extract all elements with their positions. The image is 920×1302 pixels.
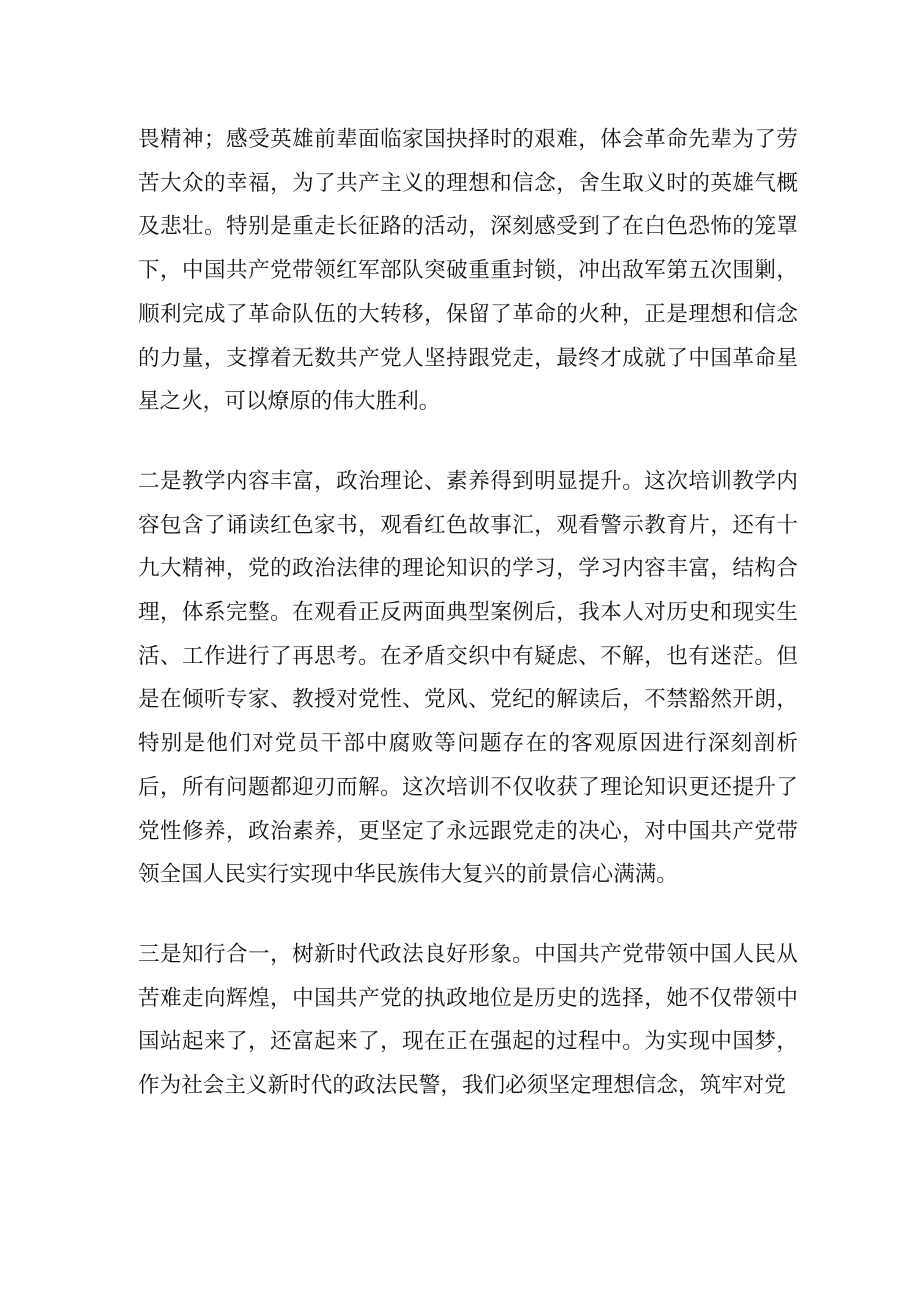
document-body <box>138 118 798 1108</box>
paragraph-gap <box>138 897 798 933</box>
paragraph-knowledge-and-action: 三是知行合一，树新时代政法良好形象。中国共产党带领中国人民从苦难走向辉煌，中国共产党的执政地位是历史的选择，她不仅带领中国站起来了，还富起来了，现在正在强起的过程中。为实现中国梦，作为社会主义新时代的政法民警，我们必须坚定理想信念，筑牢对党 <box>138 941 798 1099</box>
paragraph-teaching-content: 二是教学内容丰富，政治理论、素养得到明显提升。这次培训教学内容包含了诵读红色家书，观看红色故事汇，观看警示教育片，还有十九大精神，党的政治法律的理论知识的学习，学习内容丰富，结构合理，体系完整。在观看正反两面典型案例后，我本人对历史和现实生活、工作进行了再思考。在矛盾交织中有疑虑、不解，也有迷茫。但是在倾听专家、教授对党性、党风、党纪的解读后，不禁豁然开朗，特别是他们对党员干部中腐败等问题存在的客观原因进行深刻剖析后，所有问题都迎刃而解。这次培训不仅收获了理论知识更还提升了党性修养，政治素养，更坚定了永远跟党走的决心，对中国共产党带领全国人民实行实现中华民族伟大复兴的前景信心满满。 <box>138 468 798 888</box>
paragraph-spirit-of-heroes: 畏精神；感受英雄前辈面临家国抉择时的艰难，体会革命先辈为了劳苦大众的幸福，为了共产主义的理想和信念，舍生取义时的英雄气概及悲壮。特别是重走长征路的活动，深刻感受到了在白色恐怖的笼罩下，中国共产党带领红军部队突破重重封锁，冲出敌军第五次围剿，顺利完成了革命队伍的大转移，保留了革命的火种，正是理想和信念的力量，支撑着无数共产党人坚持跟党走，最终才成就了中国革命星星之火，可以燎原的伟大胜利。 <box>138 127 798 415</box>
paragraph-gap <box>138 424 798 460</box>
